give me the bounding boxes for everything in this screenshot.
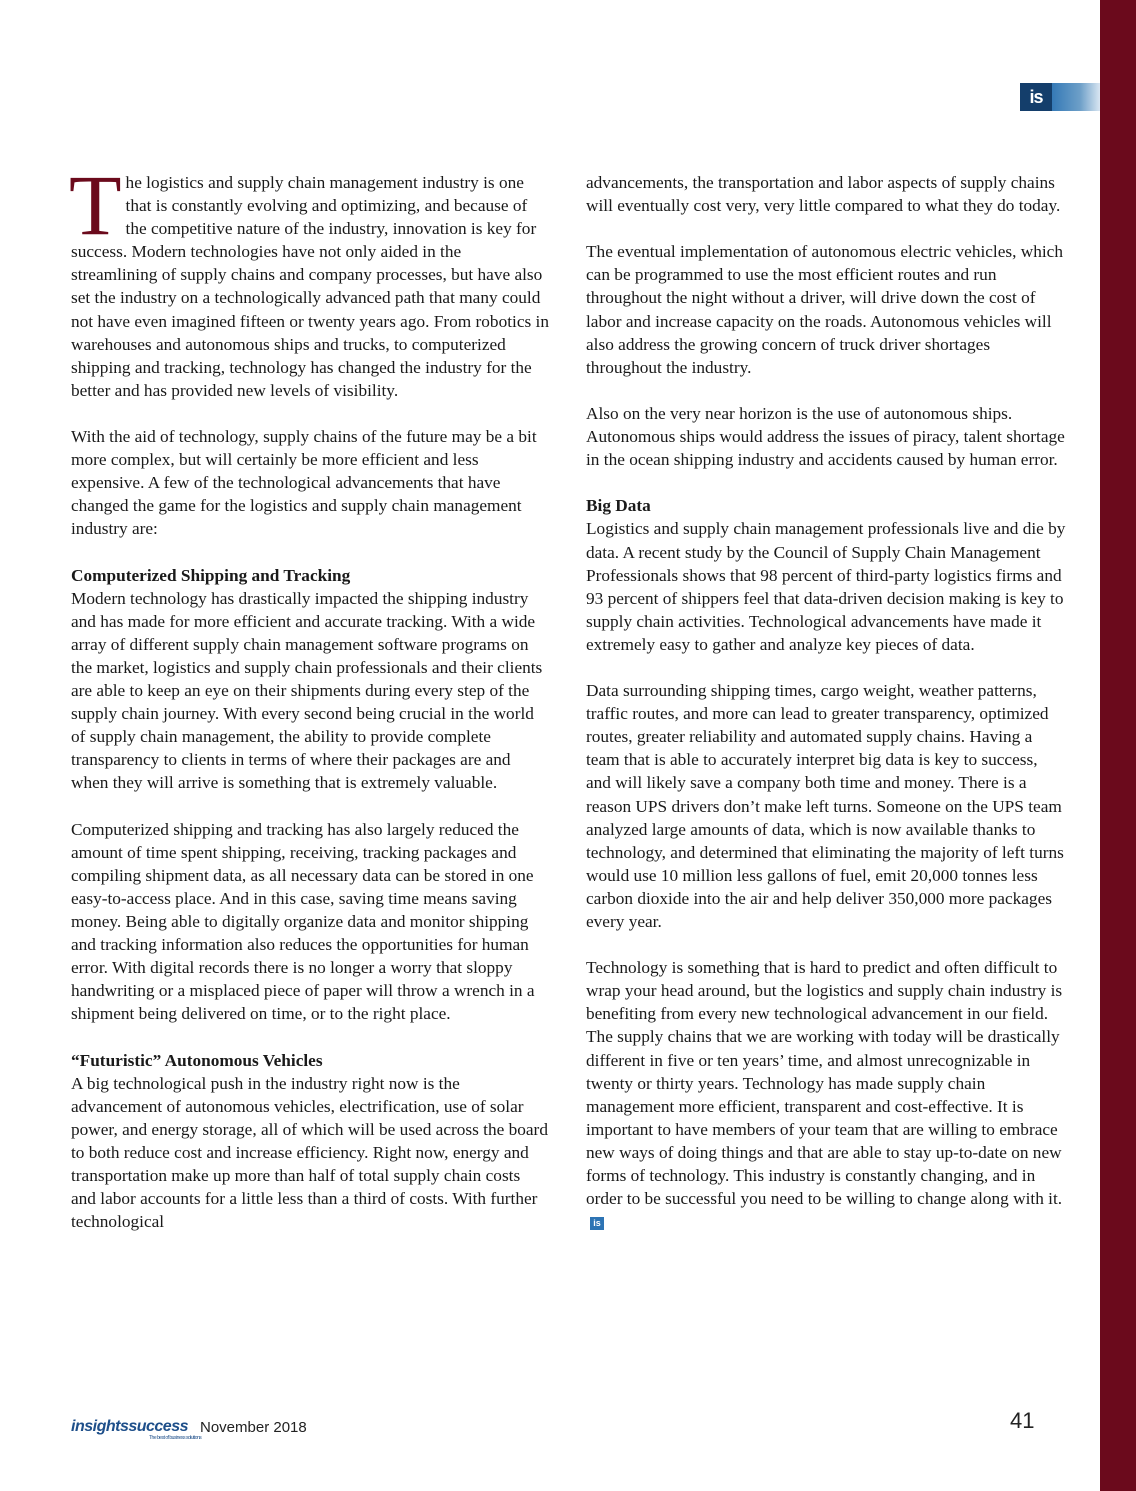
end-mark-icon: is [590,1217,604,1230]
paragraph: Data surrounding shipping times, cargo weight, weather patterns, traffic routes, and more can lead to greater transparency, optimized routes, greater reliability and automated supply chains. Having a team that is able to accurately interpret big data is key to success, and will likely save a company both time and money. There is a reason UPS drivers don’t make left turns. Someone on the UPS team analyzed large amounts of data, which is now available thanks to technology, and determined that eliminating the majority of left turns would use 10 million less gallons of fuel, emit 20,000 tonnes less carbon dioxide into the air and help deliver 350,000 more packages every year. [586,681,1064,931]
paragraph: A big technological push in the industry right now is the advancement of autonomous vehicles, electrification, use of solar power, and energy storage, all of which will be used across the board to both reduce cost and increase efficiency. Right now, energy and transportation make up more than half of total supply chain costs and labor accounts for a little less than a third of costs. With further technological [71,1073,548,1232]
intro-paragraph [69,157,549,402]
article-right-column [586,171,1066,1233]
article-left-column [69,157,549,1233]
paragraph: advancements, the transportation and labor aspects of supply chains will eventually cost very, very little compared to what they do today. [586,173,1061,216]
paragraph: Also on the very near horizon is the use of autonomous ships. Autonomous ships would address the issues of piracy, talent shortage in the ocean shipping industry and accidents caused by human error. [586,403,1065,470]
paragraph: Modern technology has drastically impacted the shipping industry and has made for more efficient and accurate tracking. With a wide array of different supply chain management software programs on the market, logistics and supply chain professionals and their clients are able to keep an eye on their shipments during every step of the supply chain journey. With every second being crucial in the world of supply chain management, the ability to provide complete transparency to clients in terms of where their packages are and when they will arrive is something that is extremely valuable. [71,588,543,793]
brand-tagline: The best of business solutions [149,1435,202,1441]
header-tab [1020,83,1100,111]
edition-date: November 2018 [200,1418,307,1436]
paragraph: The eventual implementation of autonomous electric vehicles, which can be programmed to use the most efficient routes and run throughout the night without a driver, will drive down the cost of labor and increase capacity on the roads. Autonomous vehicles will also address the growing concern of truck driver shortages throughout the industry. [586,242,1063,377]
drop-cap: T [69,157,122,253]
section-heading-big-data: Big Data [586,496,651,516]
paragraph: With the aid of technology, supply chains of the future may be a bit more complex, but will certainly be more efficient and less expensive. A few of the technological advancements that have changed the game for the logistics and supply chain management industry are: [71,427,537,539]
section-heading-vehicles: “Futuristic” Autonomous Vehicles [71,1050,323,1070]
intro-text: he logistics and supply chain management industry is one that is constantly evolving and optimizing, and because of the competitive nature of the industry, innovation is key for success. Modern technologies have not only aided in the streamlining of supply chains and company processes, but have also set the industry on a technologically advanced path that many could not have even imagined fifteen or twenty years ago. From robotics in warehouses and autonomous ships and trucks, to computerized shipping and tracking, technology has changed the industry for the better and has provided new levels of visibility. [71,173,549,400]
paragraph: Computerized shipping and tracking has also largely reduced the amount of time spent shipping, receiving, tracking packages and compiling shipment data, as all necessary data can be stored in one easy-to-access place. And in this case, saving time means saving money. Being able to digitally organize data and monitor shipping and tracking information also reduces the opportunities for human error. With digital records there is no longer a worry that sloppy handwriting or a misplaced piece of paper will throw a wrench in a shipment being delivered on time, or to the right place. [71,819,535,1024]
brand-logo: insightssuccess The best of business solutions [71,1418,202,1441]
section-heading-shipping: Computerized Shipping and Tracking [71,565,351,585]
paragraph: Logistics and supply chain management professionals live and die by data. A recent study by the Council of Supply Chain Management Professionals shows that 98 percent of third-party logistics firms and 93 percent of shippers feel that data-driven decision making is key to supply chain activities. Technological advancements have made it extremely easy to gather and analyze key pieces of data. [586,519,1066,654]
page-number: 41 [1010,1408,1035,1433]
closing-paragraph: Technology is something that is hard to predict and often difficult to wrap your head around, but the logistics and supply chain industry is benefiting from every new technological advancement in our field. The supply chains that we are working with today will be drastically different in five or ten years’ time, and almost unrecognizable in twenty or thirty years. Technology has made supply chain management more efficient, transparent and cost-effective. It is important to have members of your team that are willing to embrace new ways of doing things and that are able to stay up-to-date on new forms of technology. This industry is constantly changing, and in order to be successful you need to be willing to change along with it.is [586,958,1063,1228]
magazine-logo-icon: is [1020,83,1052,111]
footer [71,1412,307,1442]
right-edge-bar [1100,0,1136,1491]
